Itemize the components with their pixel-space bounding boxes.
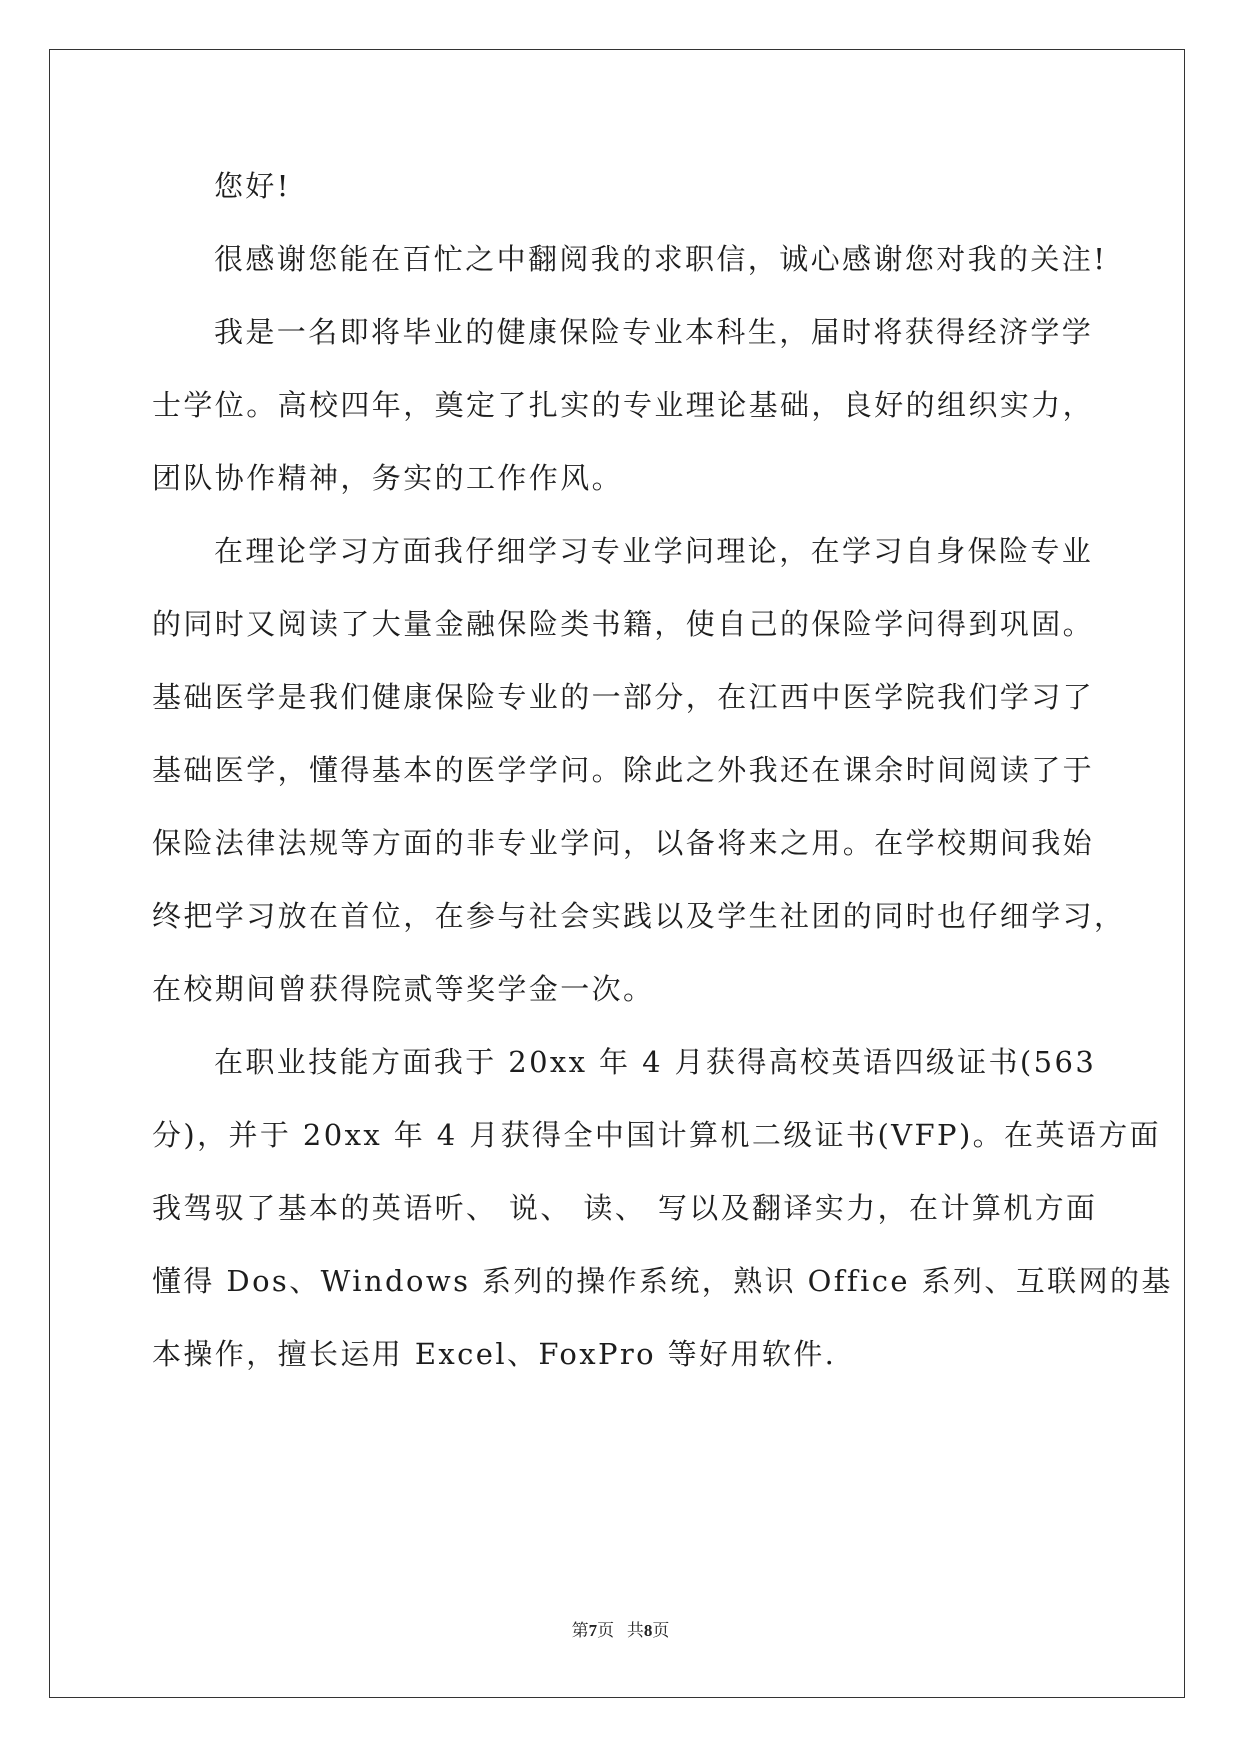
paragraph-line: 保险法律法规等方面的非专业学问，以备将来之用。在学校期间我始 (152, 826, 1095, 860)
page-prefix: 第 (571, 1621, 589, 1640)
greeting: 您好! (214, 169, 291, 203)
paragraph-line: 我驾驭了基本的英语听、 说、 读、 写以及翻译实力，在计算机方面 (152, 1191, 1098, 1225)
page-current: 7 (588, 1621, 598, 1640)
paragraph-line: 本操作，擅长运用 Excel、FoxPro 等好用软件. (152, 1337, 837, 1371)
paragraph-line: 分)，并于 20xx 年 4 月获得全中国计算机二级证书(VFP)。在英语方面 (152, 1118, 1162, 1152)
paragraph-line: 在校期间曾获得院贰等奖学金一次。 (152, 972, 655, 1006)
page-border (49, 49, 1185, 1698)
paragraph-line: 基础医学，懂得基本的医学学问。除此之外我还在课余时间阅读了于 (152, 753, 1095, 787)
paragraph-line: 我是一名即将毕业的健康保险专业本科生，届时将获得经济学学 (214, 315, 1094, 349)
paragraph-line: 士学位。高校四年，奠定了扎实的专业理论基础，良好的组织实力， (152, 388, 1095, 422)
paragraph-line: 懂得 Dos、Windows 系列的操作系统，熟识 Office 系列、互联网的基 (152, 1264, 1173, 1298)
paragraph-line: 团队协作精神，务实的工作作风。 (152, 461, 624, 495)
paragraph-line: 基础医学是我们健康保险专业的一部分，在江西中医学院我们学习了 (152, 680, 1095, 714)
page-mid: 页 共 (597, 1621, 644, 1640)
page-footer (0, 1616, 1241, 1641)
page-total: 8 (643, 1621, 653, 1640)
paragraph-line: 在理论学习方面我仔细学习专业学问理论，在学习自身保险专业 (214, 534, 1094, 568)
paragraph-line: 很感谢您能在百忙之中翻阅我的求职信，诚心感谢您对我的关注! (214, 242, 1108, 276)
paragraph-line: 在职业技能方面我于 20xx 年 4 月获得高校英语四级证书(563 (214, 1045, 1097, 1079)
paragraph-line: 的同时又阅读了大量金融保险类书籍，使自己的保险学问得到巩固。 (152, 607, 1095, 641)
paragraph-line: 终把学习放在首位，在参与社会实践以及学生社团的同时也仔细学习， (152, 899, 1126, 933)
page-suffix: 页 (652, 1621, 670, 1640)
